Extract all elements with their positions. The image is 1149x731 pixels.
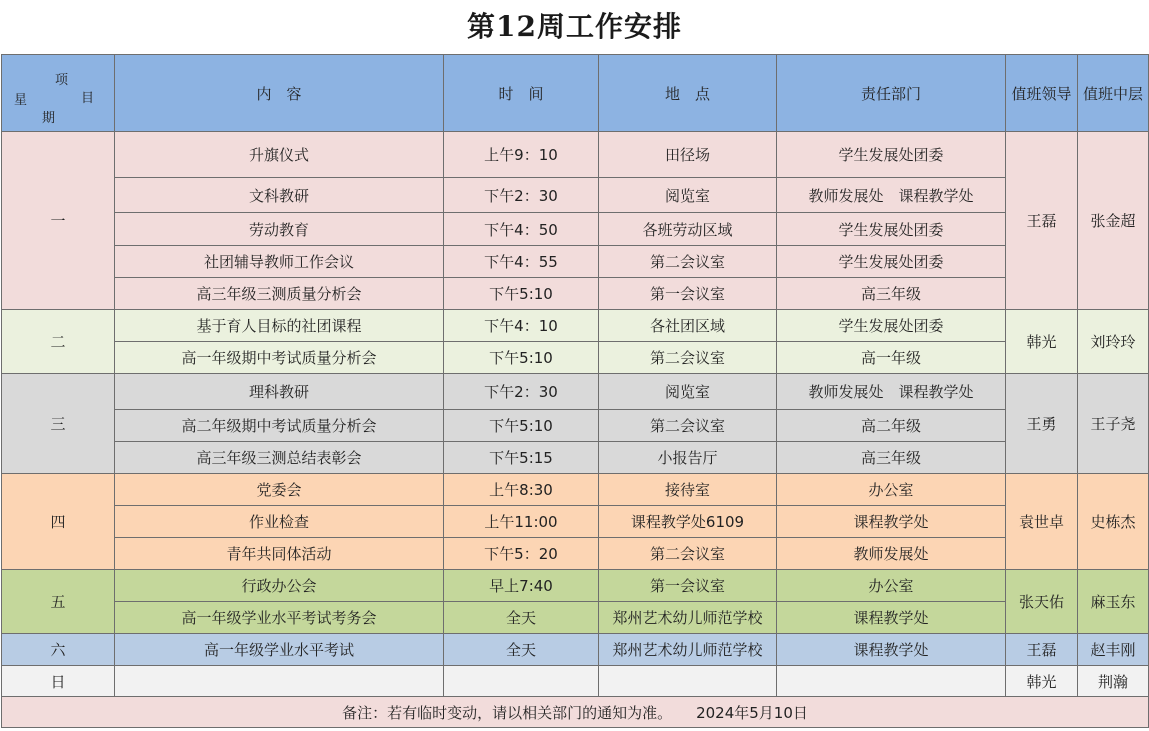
cell-place: 郑州艺术幼儿师范学校	[599, 634, 777, 666]
cell-content: 高一年级学业水平考试	[115, 634, 444, 666]
cell-content	[115, 666, 444, 697]
cell-content: 理科教研	[115, 374, 444, 410]
header-time: 时 间	[444, 55, 599, 132]
middle-cell-wed: 王子尧	[1078, 374, 1149, 474]
cell-place: 田径场	[599, 132, 777, 178]
cell-dept: 学生发展处团委	[777, 132, 1006, 178]
cell-place	[599, 666, 777, 697]
cell-content: 行政办公会	[115, 570, 444, 602]
cell-time: 全天	[444, 602, 599, 634]
cell-time	[444, 666, 599, 697]
middle-cell-mon: 张金超	[1078, 132, 1149, 310]
corner-item-1: 项	[54, 73, 68, 88]
cell-place: 阅览室	[599, 374, 777, 410]
table-row	[2, 374, 1149, 410]
cell-dept: 教师发展处 课程教学处	[777, 178, 1006, 213]
table-row	[2, 410, 1149, 442]
cell-dept: 课程教学处	[777, 602, 1006, 634]
table-row	[2, 342, 1149, 374]
cell-time: 上午8:30	[444, 474, 599, 506]
table-row	[2, 666, 1149, 697]
header-dept: 责任部门	[777, 55, 1006, 132]
cell-content: 劳动教育	[115, 213, 444, 246]
cell-dept	[777, 666, 1006, 697]
cell-time: 上午11:00	[444, 506, 599, 538]
schedule-table	[1, 54, 1149, 728]
table-row	[2, 506, 1149, 538]
cell-dept: 高三年级	[777, 278, 1006, 310]
cell-dept: 课程教学处	[777, 634, 1006, 666]
cell-place: 第二会议室	[599, 246, 777, 278]
cell-place: 第二会议室	[599, 538, 777, 570]
day-cell-wed: 三	[2, 374, 115, 474]
day-cell-fri: 五	[2, 570, 115, 634]
cell-content: 青年共同体活动	[115, 538, 444, 570]
cell-time: 上午9：10	[444, 132, 599, 178]
corner-item-2: 目	[80, 91, 94, 106]
day-cell-thu: 四	[2, 474, 115, 570]
cell-content: 基于育人目标的社团课程	[115, 310, 444, 342]
header-place: 地 点	[599, 55, 777, 132]
cell-content: 升旗仪式	[115, 132, 444, 178]
middle-cell-thu: 史栋杰	[1078, 474, 1149, 570]
middle-cell-fri: 麻玉东	[1078, 570, 1149, 634]
cell-dept: 学生发展处团委	[777, 310, 1006, 342]
corner-header	[2, 55, 115, 132]
table-row	[2, 310, 1149, 342]
cell-place: 各班劳动区域	[599, 213, 777, 246]
cell-dept: 办公室	[777, 474, 1006, 506]
middle-cell-sun: 荆瀚	[1078, 666, 1149, 697]
cell-place: 郑州艺术幼儿师范学校	[599, 602, 777, 634]
day-cell-sun: 日	[2, 666, 115, 697]
cell-time: 下午4：10	[444, 310, 599, 342]
middle-cell-sat: 赵丰刚	[1078, 634, 1149, 666]
table-row	[2, 474, 1149, 506]
cell-place: 第二会议室	[599, 342, 777, 374]
middle-cell-tue: 刘玲玲	[1078, 310, 1149, 374]
cell-dept: 办公室	[777, 570, 1006, 602]
cell-time: 下午4：50	[444, 213, 599, 246]
cell-time: 下午5:10	[444, 278, 599, 310]
leader-cell-wed: 王勇	[1006, 374, 1078, 474]
day-cell-sat: 六	[2, 634, 115, 666]
cell-time: 下午5：20	[444, 538, 599, 570]
note-text: 备注：若有临时变动，请以相关部门的通知为准。	[342, 703, 673, 722]
header-row	[2, 55, 1149, 132]
table-row	[2, 442, 1149, 474]
cell-time: 下午5:10	[444, 410, 599, 442]
cell-dept: 学生发展处团委	[777, 246, 1006, 278]
table-row	[2, 132, 1149, 178]
table-row	[2, 278, 1149, 310]
cell-time: 下午4：55	[444, 246, 599, 278]
note-row	[2, 697, 1149, 728]
cell-place: 接待室	[599, 474, 777, 506]
table-row	[2, 634, 1149, 666]
cell-dept: 教师发展处	[777, 538, 1006, 570]
table-row	[2, 570, 1149, 602]
cell-dept: 高三年级	[777, 442, 1006, 474]
header-middle: 值班中层	[1078, 55, 1149, 132]
header-leader: 值班领导	[1006, 55, 1078, 132]
corner-day-1: 星	[14, 93, 28, 108]
cell-place: 第一会议室	[599, 570, 777, 602]
cell-content: 文科教研	[115, 178, 444, 213]
leader-cell-sat: 王磊	[1006, 634, 1078, 666]
cell-content: 高三年级三测质量分析会	[115, 278, 444, 310]
cell-content: 高一年级学业水平考试考务会	[115, 602, 444, 634]
leader-cell-thu: 袁世卓	[1006, 474, 1078, 570]
table-row	[2, 602, 1149, 634]
cell-content: 高二年级期中考试质量分析会	[115, 410, 444, 442]
cell-time: 下午2：30	[444, 178, 599, 213]
table-row	[2, 246, 1149, 278]
cell-time: 早上7:40	[444, 570, 599, 602]
table-row	[2, 213, 1149, 246]
cell-time: 下午5:10	[444, 342, 599, 374]
cell-time: 下午5:15	[444, 442, 599, 474]
cell-place: 第一会议室	[599, 278, 777, 310]
note-cell	[2, 697, 1149, 728]
cell-content: 高一年级期中考试质量分析会	[115, 342, 444, 374]
leader-cell-sun: 韩光	[1006, 666, 1078, 697]
leader-cell-mon: 王磊	[1006, 132, 1078, 310]
cell-place: 小报告厅	[599, 442, 777, 474]
note-date: 2024年5月10日	[696, 703, 808, 722]
table-row	[2, 538, 1149, 570]
corner-day-2: 期	[42, 111, 56, 126]
table-row	[2, 178, 1149, 213]
cell-dept: 高二年级	[777, 410, 1006, 442]
leader-cell-fri: 张天佑	[1006, 570, 1078, 634]
cell-content: 党委会	[115, 474, 444, 506]
cell-place: 课程教学处6109	[599, 506, 777, 538]
page-title: 第12周工作安排	[467, 10, 682, 43]
cell-place: 第二会议室	[599, 410, 777, 442]
cell-content: 作业检查	[115, 506, 444, 538]
cell-place: 各社团区域	[599, 310, 777, 342]
cell-dept: 教师发展处 课程教学处	[777, 374, 1006, 410]
header-content: 内 容	[115, 55, 444, 132]
cell-place: 阅览室	[599, 178, 777, 213]
leader-cell-tue: 韩光	[1006, 310, 1078, 374]
cell-time: 全天	[444, 634, 599, 666]
cell-content: 高三年级三测总结表彰会	[115, 442, 444, 474]
cell-dept: 课程教学处	[777, 506, 1006, 538]
day-cell-tue: 二	[2, 310, 115, 374]
cell-dept: 学生发展处团委	[777, 213, 1006, 246]
cell-time: 下午2：30	[444, 374, 599, 410]
day-cell-mon: 一	[2, 132, 115, 310]
cell-dept: 高一年级	[777, 342, 1006, 374]
cell-content: 社团辅导教师工作会议	[115, 246, 444, 278]
